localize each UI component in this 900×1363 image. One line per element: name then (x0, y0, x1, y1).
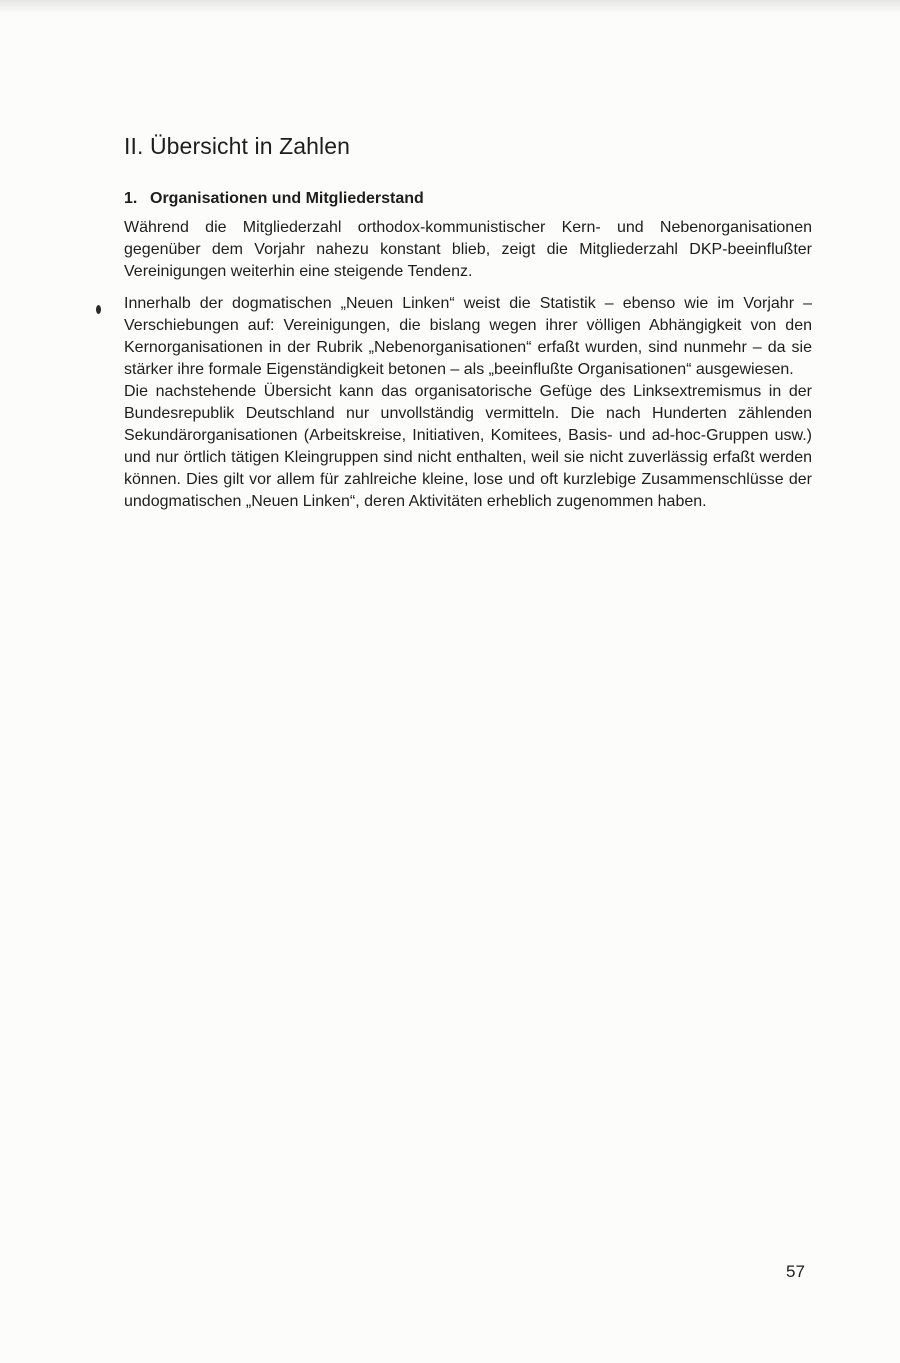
section-title: Organisationen und Mitgliederstand (150, 190, 424, 207)
page-number: 57 (786, 1262, 805, 1281)
scan-edge (0, 0, 900, 14)
margin-mark (96, 305, 101, 314)
page-content (124, 130, 812, 513)
paragraph-membership: Während die Mitgliederzahl orthodox-kommunistischer Kern- und Nebenorganisationen gegenüber dem Vorjahr nahezu konstant blieb, zeigt die Mitgliederzahl DKP-beeinflußter Vereinigungen weiterhin eine steigende Tendenz. (124, 219, 812, 280)
chapter-title: II. Übersicht in Zahlen (124, 133, 351, 159)
paragraph-overview: Die nachstehende Übersicht kann das organisatorische Gefüge des Linksextremismus in der Bundesrepublik Deutschland nur unvollständig vermitteln. Die nach Hunderten zählenden Sekundärorganisationen (Arbeitskreise, Initiativen, Komitees, Basis- und ad-hoc-Gruppen usw.) und nur örtlich tätigen Kleingruppen sind nicht enthalten, weil sie nicht zuverlässig erfaßt werden können. Dies gilt vor allem für zahlreiche kleine, lose und oft kurzlebige Zusammenschlüsse der undogmatischen „Neuen Linken“, deren Aktivitäten erheblich zugenommen haben. (124, 383, 812, 510)
section-number: 1. (124, 190, 138, 207)
section-heading (124, 188, 812, 210)
paragraph-new-left: Innerhalb der dogmatischen „Neuen Linken“ weist die Statistik – ebenso wie im Vorjahr – Verschiebungen auf: Vereinigungen, die bislang wegen ihrer völligen Abhängigkeit von den Kernorganisationen in der Rubrik „Nebenorganisationen“ erfaßt wurden, sind nunmehr – da sie stärker ihre formale Eigenständigkeit betonen – als „beeinflußte Organisationen“ ausgewiesen. (124, 295, 812, 378)
